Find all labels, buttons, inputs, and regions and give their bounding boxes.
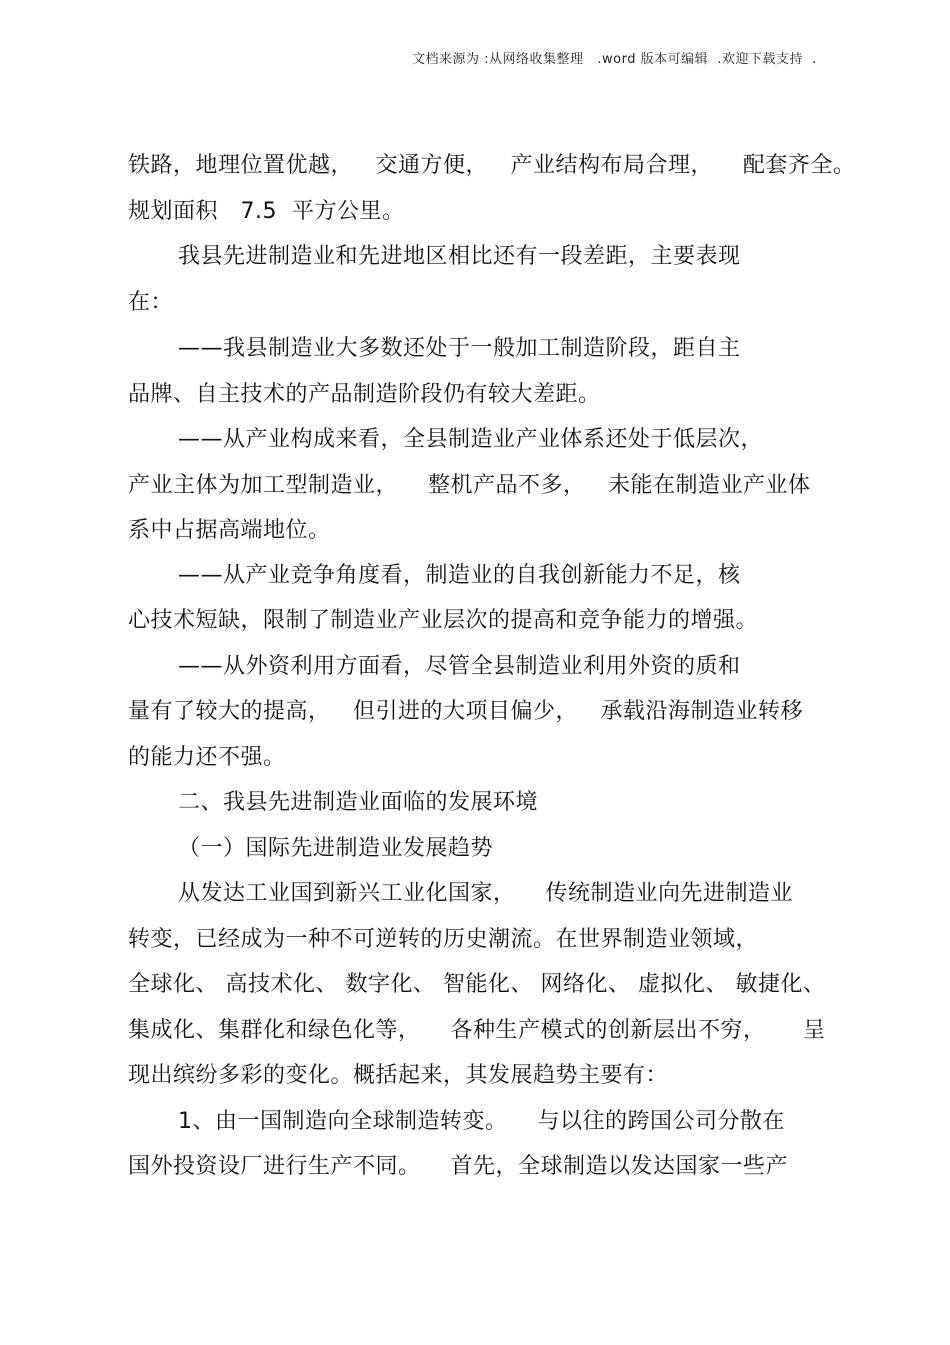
text-line: 全球化、 高技术化、 数字化、 智能化、 网络化、 虚拟化、 敏捷化、 <box>128 972 826 997</box>
text-line: 产业主体为加工型制造业， 整机产品不多， 未能在制造业产业体 <box>128 473 811 498</box>
header-source-note: 文档来源为 :从网络收集整理 .word 版本可编辑 .欢迎下载支持 . <box>412 52 817 67</box>
text-line: 铁路，地理位置优越， 交通方便， 产业结构布局合理， 配套齐全。 <box>128 153 856 178</box>
text-line: 在： <box>128 290 174 315</box>
text-line: ——我县制造业大多数还处于一般加工制造阶段，距自主 <box>178 336 741 361</box>
text-line: 量有了较大的提高， 但引进的大项目偏少， 承载沿海制造业转移 <box>128 699 803 724</box>
subsection-heading: （一）国际先进制造业发展趋势 <box>178 836 494 861</box>
text-line: 规划面积 7.5 平方公里。 <box>128 199 405 224</box>
text-line: 心技术短缺，限制了制造业产业层次的提高和竞争能力的增强。 <box>128 608 759 633</box>
text-line: 的能力还不强。 <box>128 745 286 770</box>
text-line: ——从外资利用方面看，尽管全县制造业利用外资的质和 <box>178 654 741 679</box>
text-line: 从发达工业国到新兴工业化国家， 传统制造业向先进制造业 <box>178 881 793 906</box>
text-line: 现出缤纷多彩的变化。概括起来，其发展趋势主要有： <box>128 1063 669 1088</box>
text-line: 系中占据高端地位。 <box>128 518 331 543</box>
text-line: 1、由一国制造向全球制造转变。 与以往的跨国公司分散在 <box>178 1109 785 1134</box>
text-line: ——从产业构成来看，全县制造业产业体系还处于低层次， <box>178 427 764 452</box>
text-line: 国外投资设厂进行生产不同。 首先，全球制造以发达国家一些产 <box>128 1154 788 1179</box>
text-line: 转变，已经成为一种不可逆转的历史潮流。在世界制造业领域， <box>128 927 759 952</box>
section-heading: 二、我县先进制造业面临的发展环境 <box>178 790 539 815</box>
text-line: 品牌、自主技术的产品制造阶段仍有较大差距。 <box>128 382 601 407</box>
text-line: 集成化、集群化和绿色化等， 各种生产模式的创新层出不穷， 呈 <box>128 1018 826 1043</box>
text-line: ——从产业竞争角度看，制造业的自我创新能力不足，核 <box>178 563 741 588</box>
text-line: 我县先进制造业和先进地区相比还有一段差距，主要表现 <box>178 244 741 269</box>
